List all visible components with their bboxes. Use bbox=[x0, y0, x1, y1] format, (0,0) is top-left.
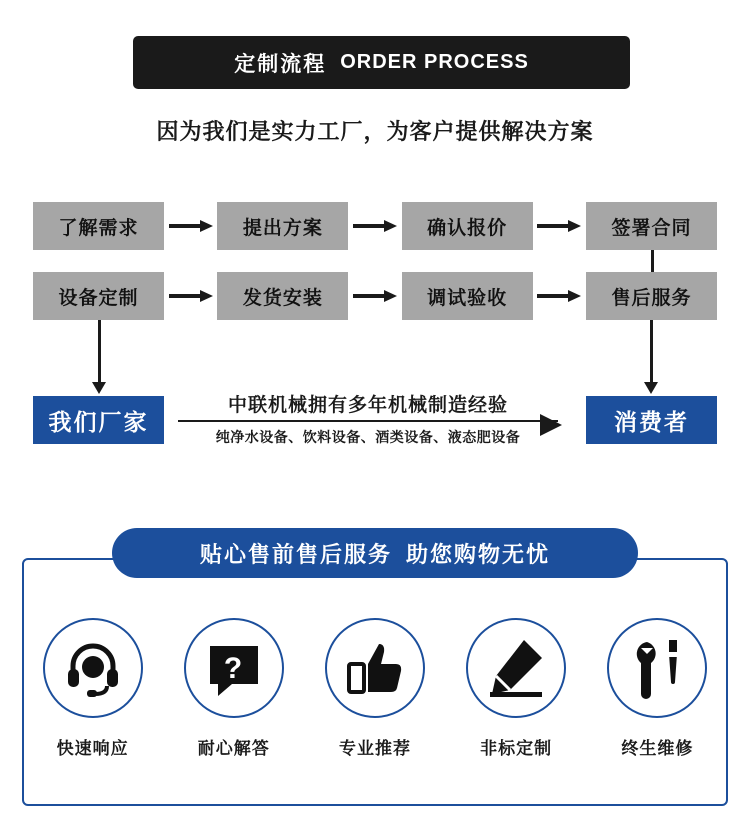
product-categories-text: 纯净水设备、饮料设备、酒类设备、液态肥设备 bbox=[215, 429, 521, 445]
flow-step-box: 发货安装 bbox=[217, 272, 348, 320]
flow-step-box: 确认报价 bbox=[402, 202, 533, 250]
service-item-fast-response bbox=[28, 618, 158, 759]
connector-line-right bbox=[651, 250, 654, 272]
service-title-pill bbox=[112, 528, 638, 578]
arrow-right-icon bbox=[169, 220, 213, 232]
arrow-right-icon-large bbox=[540, 414, 562, 436]
service-item-custom-design bbox=[451, 618, 581, 759]
wrench-screwdriver-icon bbox=[607, 618, 707, 718]
arrow-down-icon-right bbox=[644, 382, 658, 394]
headset-icon bbox=[43, 618, 143, 718]
subtitle-text: 因为我们是实力工厂，为客户提供解决方案 bbox=[156, 119, 594, 144]
service-item-lifetime-repair bbox=[592, 618, 722, 759]
service-item-patient-answer bbox=[169, 618, 299, 759]
arrow-right-icon bbox=[169, 290, 213, 302]
flow-step-box: 签署合同 bbox=[586, 202, 717, 250]
arrow-container bbox=[348, 220, 401, 232]
service-label: 非标定制 bbox=[480, 739, 553, 758]
header-banner bbox=[133, 36, 630, 89]
company-experience-text: 中联机械拥有多年机械制造经验 bbox=[178, 390, 558, 422]
flow-step-box: 设备定制 bbox=[33, 272, 164, 320]
arrow-right-icon bbox=[353, 220, 397, 232]
service-label: 快速响应 bbox=[56, 739, 129, 758]
manufacturer-box: 我们厂家 bbox=[33, 396, 164, 444]
service-item-pro-recommend bbox=[310, 618, 440, 759]
arrow-container bbox=[164, 220, 217, 232]
flow-step-box: 了解需求 bbox=[33, 202, 164, 250]
arrow-down-icon-left bbox=[92, 382, 106, 394]
question-bubble-icon bbox=[184, 618, 284, 718]
arrow-container bbox=[348, 290, 401, 302]
service-label: 耐心解答 bbox=[197, 739, 270, 758]
service-items-list bbox=[22, 618, 728, 759]
arrow-container bbox=[533, 220, 586, 232]
arrow-right-icon bbox=[353, 290, 397, 302]
connector-line-left-vertical bbox=[98, 320, 101, 382]
flow-row-2 bbox=[33, 272, 717, 320]
middle-text-group bbox=[178, 390, 558, 447]
arrow-right-icon bbox=[537, 220, 581, 232]
header-title-en: ORDER PROCESS bbox=[340, 51, 529, 73]
svg-text:?: ? bbox=[223, 652, 242, 685]
arrow-container bbox=[533, 290, 586, 302]
consumer-box: 消费者 bbox=[586, 396, 717, 444]
thumbs-up-icon bbox=[325, 618, 425, 718]
arrow-container bbox=[164, 290, 217, 302]
pencil-icon bbox=[466, 618, 566, 718]
service-title-part2: 助您购物无忧 bbox=[406, 541, 551, 567]
service-title-part1: 贴心售前售后服务 bbox=[199, 541, 392, 567]
flow-step-box: 售后服务 bbox=[586, 272, 717, 320]
flow-step-box: 提出方案 bbox=[217, 202, 348, 250]
flow-step-box: 调试验收 bbox=[402, 272, 533, 320]
service-label: 专业推荐 bbox=[338, 739, 411, 758]
arrow-right-icon bbox=[537, 290, 581, 302]
connector-line-right-vertical bbox=[650, 320, 653, 382]
header-title-cn: 定制流程 bbox=[234, 52, 327, 76]
service-label: 终生维修 bbox=[621, 739, 694, 758]
flow-row-1 bbox=[33, 202, 717, 250]
